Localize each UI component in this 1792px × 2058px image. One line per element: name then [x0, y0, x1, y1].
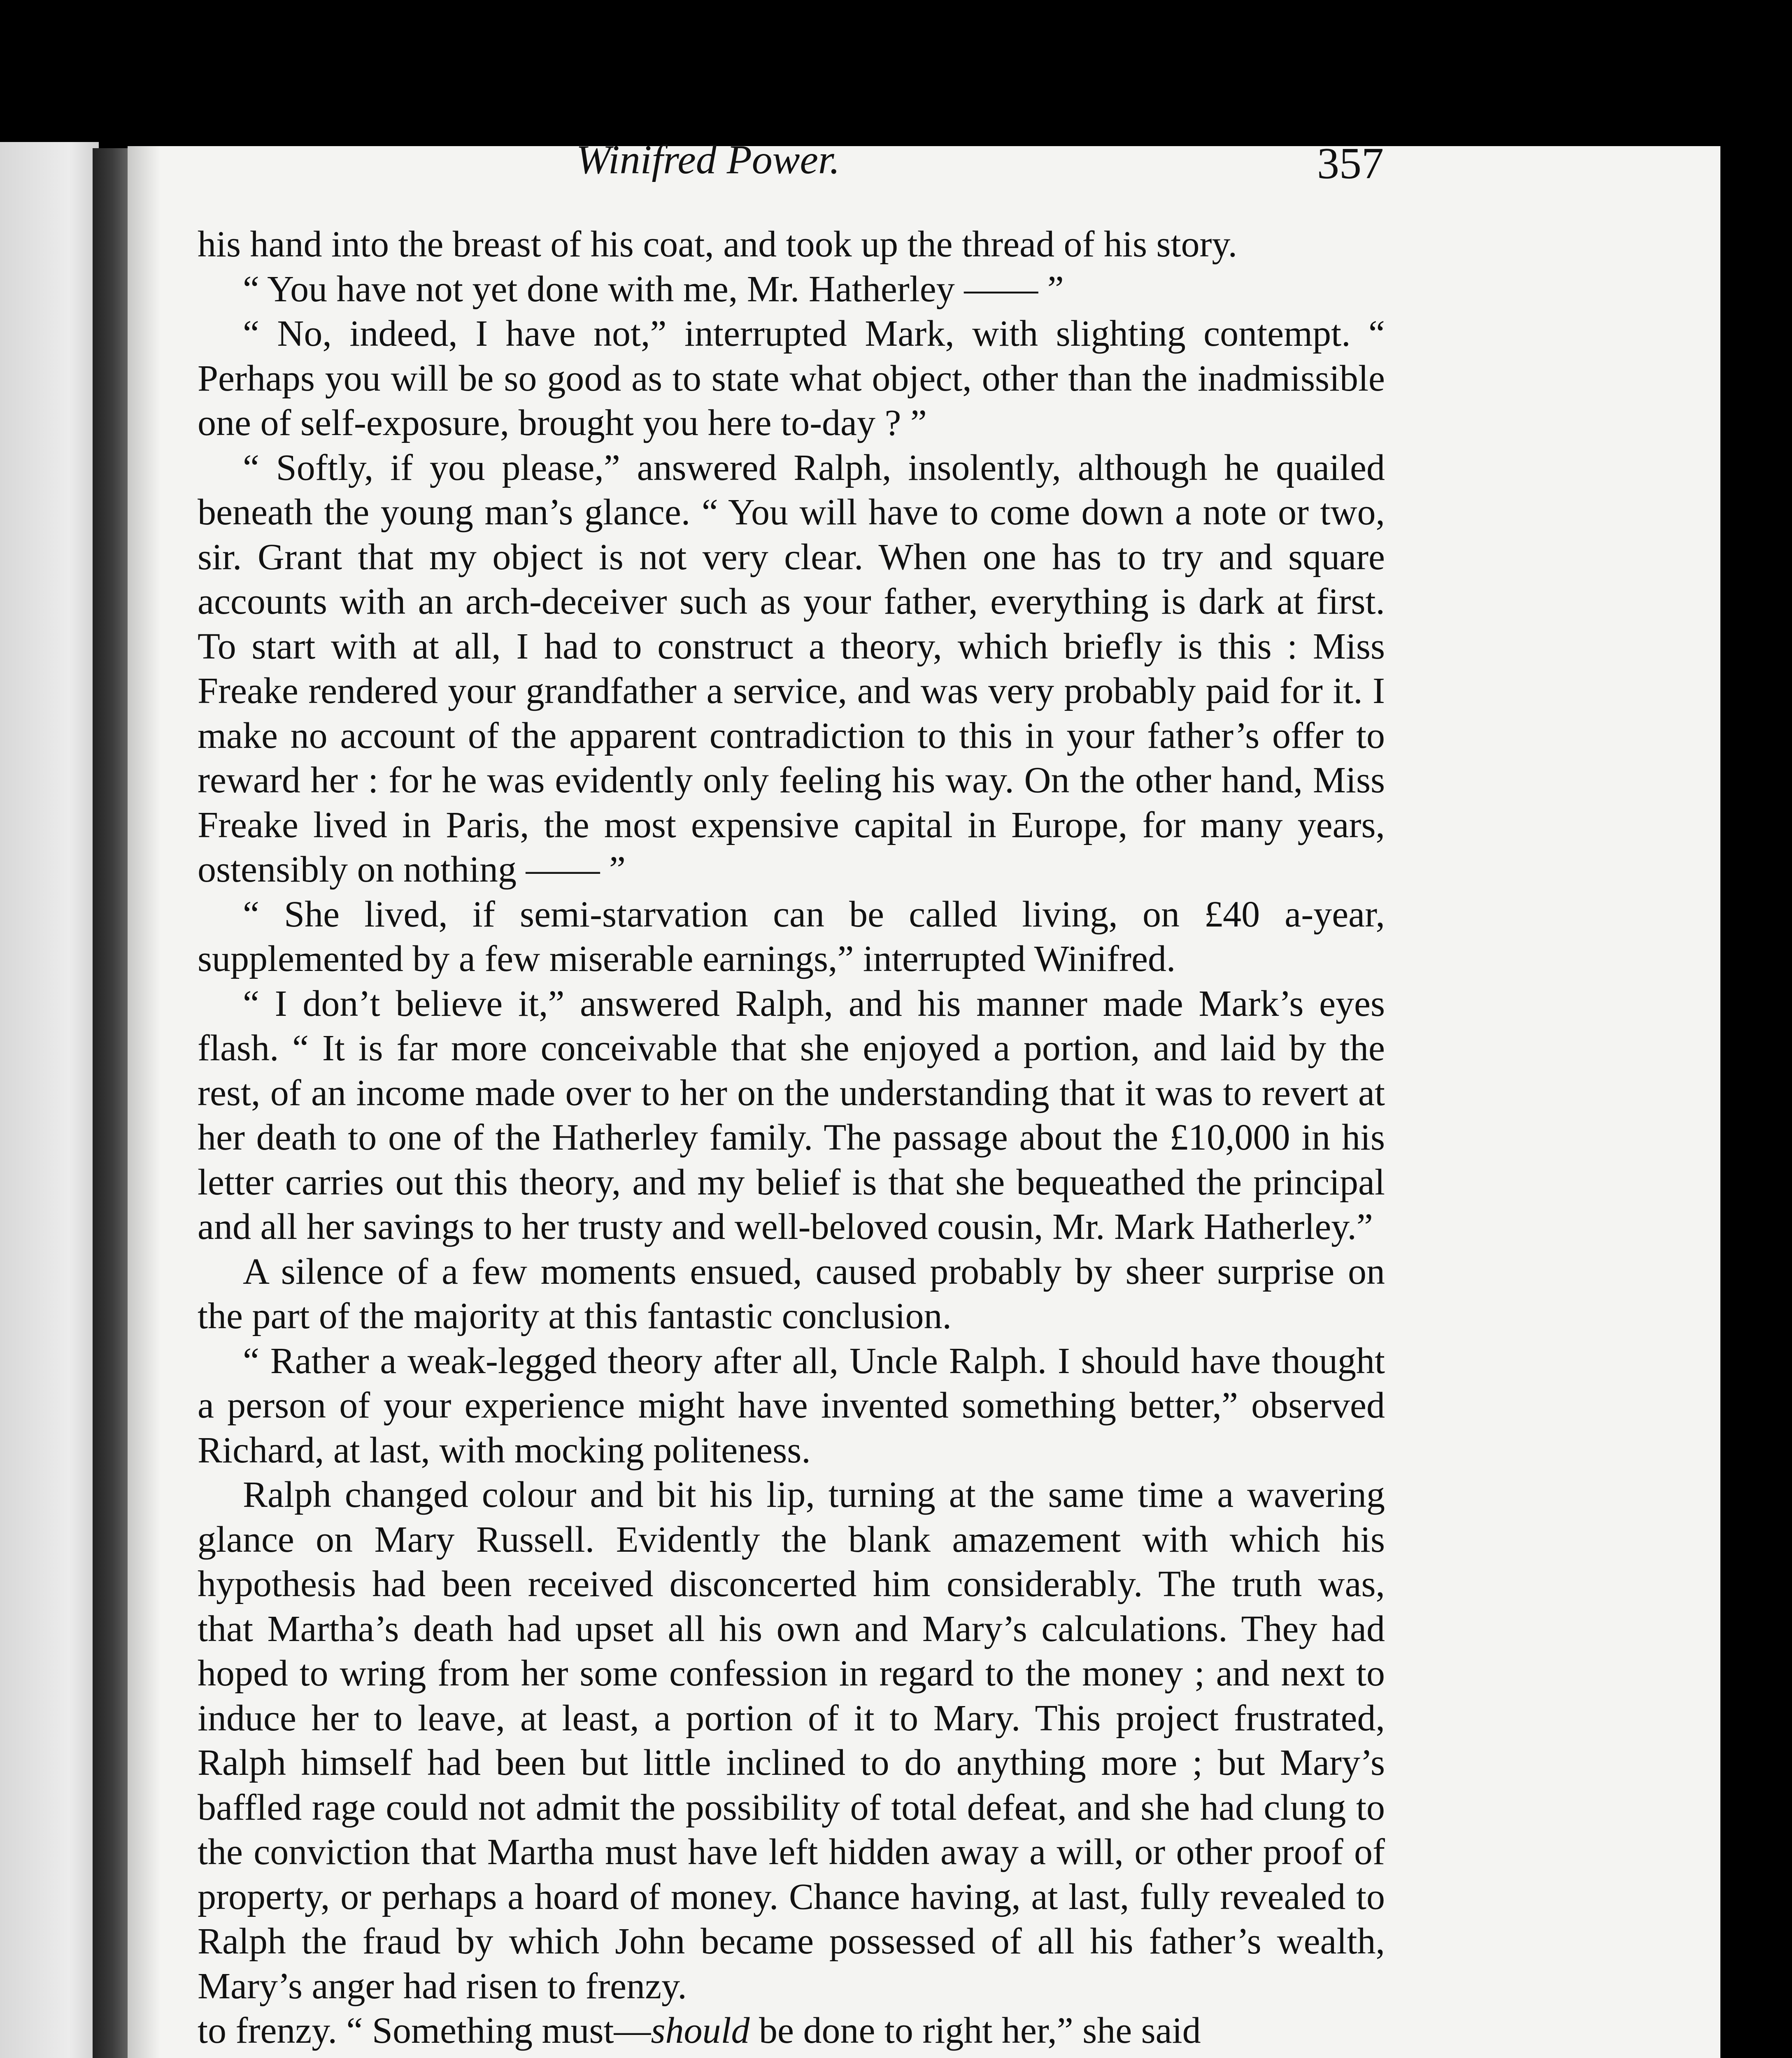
page-number: 357: [1317, 139, 1384, 188]
paragraph: “ You have not yet done with me, Mr. Hatherley —— ”: [243, 268, 1064, 310]
facing-page-edge: [0, 142, 99, 2058]
body-text: [198, 222, 1385, 2053]
last-line-before: to frenzy. “ Something must—: [198, 2010, 651, 2051]
paragraph: “ I don’t believe it,” answered Ralph, and his manner made Mark’s eyes flash. “ It is far more conceivable that she enjoyed a portion, and laid by the rest, of an income made over to her on the understanding that it was to revert at her death to one of the Hatherley family. The passage about the £10,000 in his letter carries out this theory, and my belief is that she bequeathed the principal and all her savings to her trusty and well-beloved cousin, Mr. Mark Hatherley.”: [198, 983, 1385, 1247]
paragraph: “ No, indeed, I have not,” interrupted Mark, with slighting contempt. “ Perhaps you will be so good as to state what object, other than the inadmissible one of self-exposure, brought you here to-day ? ”: [198, 313, 1385, 443]
paragraph-final: [198, 1473, 1385, 2053]
paragraph: his hand into the breast of his coat, and took up the thread of his story.: [198, 224, 1238, 265]
last-line-after: be done to right her,” she said: [749, 2010, 1201, 2051]
paragraph: “ Softly, if you please,” answered Ralph, insolently, although he quailed beneath the young man’s glance. “ You will have to come down a note or two, sir. Grant that my object is not very clear. When one has to try and square accounts with an arch-deceiver such as your father, everything is dark at first. To start with at all, I had to construct a theory, which briefly is this : Miss Freake rendered your grandfather a service, and was very probably paid for it. I make no account of the apparent contradiction to this in your father’s offer to reward her : for he was evidently only feeling his way. On the other hand, Miss Freake lived in Paris, the most expensive capital in Europe, for many years, ostensibly on nothing —— ”: [198, 447, 1385, 890]
paragraph: “ Rather a weak-legged theory after all, Uncle Ralph. I should have thought a person of your experience might have invented something better,” observed Richard, at last, with mocking politeness.: [198, 1340, 1385, 1471]
paragraph: A silence of a few moments ensued, caused probably by sheer surprise on the part of the majority at this fantastic conclusion.: [198, 1251, 1385, 1336]
final-text: Ralph changed colour and bit his lip, turning at the same time a wavering glance on Mary Russell. Evidently the blank amazement with which his hypothesis had been received disconcerted him considerably. The truth was, that Martha’s death had upset all his own and Mary’s calculations. They had hoped to wring from her some confession in regard to the money ; and next to induce her to leave, at least, a portion of it to Mary. This project frustrated, Ralph himself had been but little inclined to do anything more ; but Mary’s baffled rage could not admit the possibility of total defeat, and she had clung to the conviction that Martha must have left hidden away a will, or other proof of property, or perhaps a hoard of money. Chance having, at last, fully revealed to Ralph the fraud by which John became possessed of all his father’s wealth, Mary’s anger had risen to frenzy.: [198, 1474, 1385, 2007]
running-head-title: Winifred Power.: [576, 137, 840, 182]
paragraph: “ She lived, if semi-starvation can be called living, on £40 a-year, supplemented by a few miserable earnings,” interrupted Winifred.: [198, 894, 1385, 979]
last-line-italic: should: [651, 2010, 750, 2051]
